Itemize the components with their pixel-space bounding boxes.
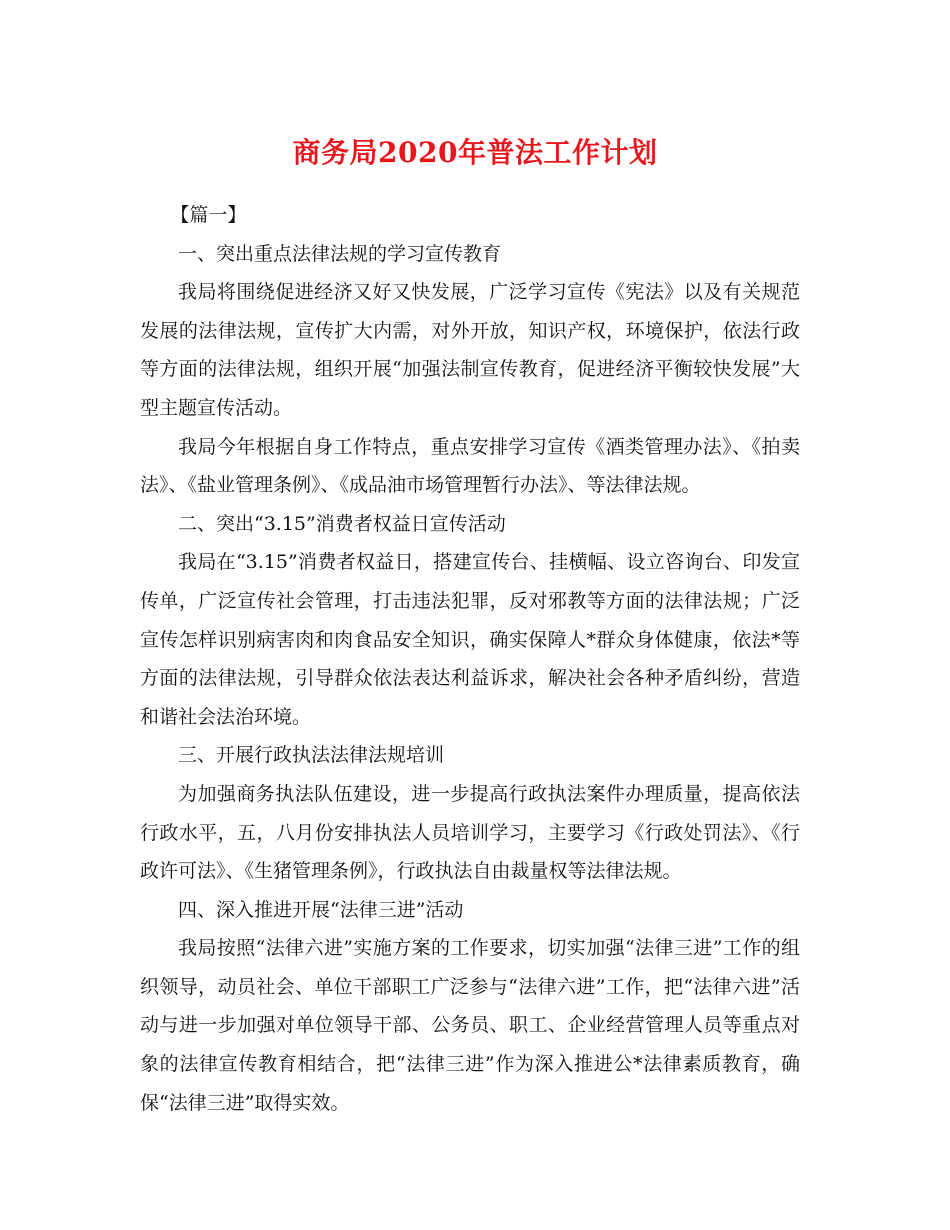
document-body bbox=[140, 196, 800, 1122]
section-heading-4: 四、深入推进开展“法律三进”活动 bbox=[178, 898, 464, 921]
body-paragraph-4: 为加强商务执法队伍建设，进一步提高行政执法案件办理质量，提高依法行政水平，五，八月份安排执法人员培训学习，主要学习《行政处罚法》、《行政许可法》、《生猪管理条例》，行政执法自由裁量权等法律法规。 bbox=[140, 782, 800, 883]
section-heading-3: 三、开展行政执法法律法规培训 bbox=[178, 744, 445, 767]
body-paragraph-5: 我局按照“法律六进”实施方案的工作要求，切实加强“法律三进”工作的组织领导，动员社会、单位干部职工广泛参与“法律六进”工作，把“法律六进”活动与进一步加强对单位领导干部、公务员、职工、企业经营管理人员等重点对象的法律宣传教育相结合，把“法律三进”作为深入推进公*法律素质教育，确保“法律三进”取得实效。 bbox=[140, 937, 800, 1114]
body-paragraph-3: 我局在“3.15”消费者权益日，搭建宣传台、挂横幅、设立咨询台、印发宣传单，广泛宣传社会管理，打击违法犯罪，反对邪教等方面的法律法规；广泛宣传怎样识别病害肉和肉食品安全知识，确实保障人*群众身体健康，依法*等方面的法律法规，引导群众依法表达利益诉求，解决社会各种矛盾纠纷，营造和谐社会法治环境。 bbox=[140, 551, 800, 728]
document-title: 商务局2020年普法工作计划 bbox=[292, 136, 658, 169]
body-paragraph-1: 我局将围绕促进经济又好又快发展，广泛学习宣传《宪法》以及有关规范发展的法律法规，宣传扩大内需，对外开放，知识产权，环境保护，依法行政等方面的法律法规，组织开展“加强法制宣传教育，促进经济平衡较快发展”大型主题宣传活动。 bbox=[140, 281, 800, 419]
section-heading-1: 一、突出重点法律法规的学习宣传教育 bbox=[178, 242, 502, 265]
section-label: 【篇一】 bbox=[170, 204, 247, 226]
section-heading-2: 二、突出“3.15”消费者权益日宣传活动 bbox=[178, 512, 506, 535]
body-paragraph-2: 我局今年根据自身工作特点，重点安排学习宣传《酒类管理办法》、《拍卖法》、《盐业管理条例》、《成品油市场管理暂行办法》、等法律法规。 bbox=[140, 435, 800, 497]
